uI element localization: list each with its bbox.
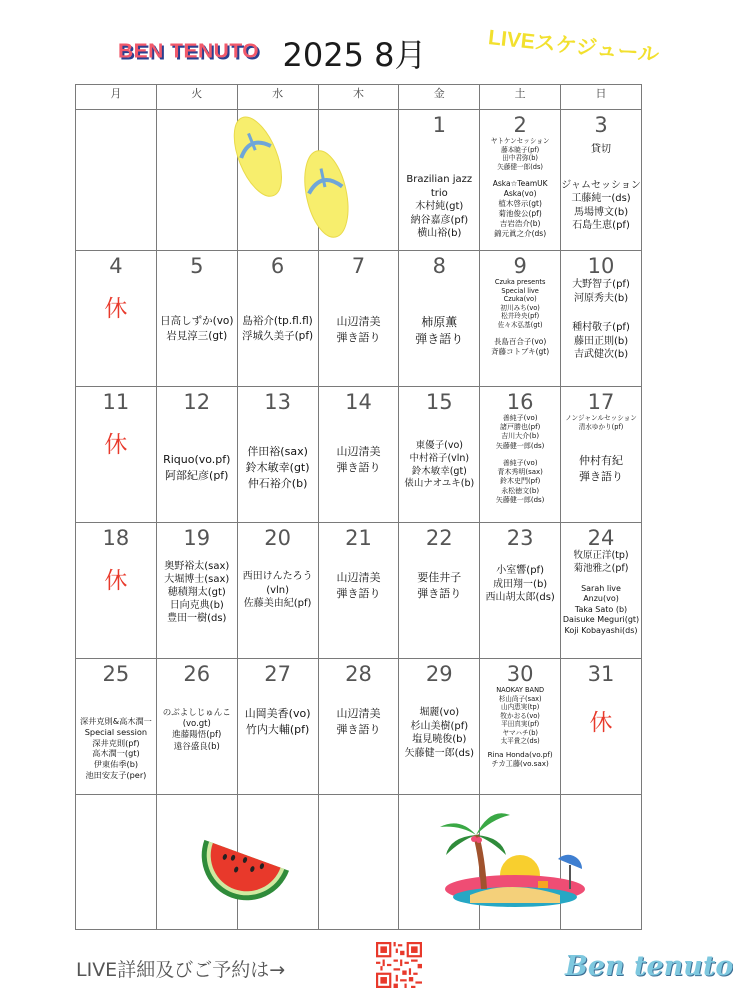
day-number: 24 — [587, 526, 615, 550]
event-line: 仲村有紀 — [579, 454, 624, 468]
event-list — [399, 570, 479, 602]
event-list — [561, 278, 641, 305]
event-line: 大堀博士(sax) — [164, 574, 230, 585]
event-list — [238, 706, 318, 738]
day-cell-23[interactable] — [480, 523, 561, 659]
weekday-wed: 水 — [237, 85, 318, 110]
event-list — [319, 706, 399, 738]
day-number: 27 — [264, 662, 291, 686]
event-list — [157, 560, 237, 625]
event-line: 日高しずか(vo) — [160, 315, 234, 327]
event-line: 島裕介(tp.fl.fl) — [242, 315, 313, 327]
event-line: Czuka presents — [494, 278, 546, 286]
day-number: 13 — [264, 390, 291, 414]
event-line: 貸切 — [591, 144, 612, 155]
event-line: 清水ゆかり(pf) — [578, 422, 624, 431]
event-line: 矢藤健一郎(ds) — [497, 162, 543, 171]
weekday-sat: 土 — [480, 85, 561, 110]
event-list — [319, 570, 399, 602]
day-number: 30 — [506, 662, 534, 686]
event-line: 東優子(vo) — [415, 440, 463, 451]
event-line: 太平貴之(ds) — [500, 737, 540, 746]
schedule-subtitle: LIVEスケジュール — [487, 26, 660, 67]
day-cell-31[interactable] — [561, 659, 642, 795]
event-list — [319, 444, 399, 476]
day-cell-30[interactable] — [480, 659, 561, 795]
page-title: 2025 8月 — [282, 36, 427, 74]
event-list — [561, 414, 641, 431]
day-number: 4 — [109, 254, 123, 278]
event-list — [157, 708, 237, 753]
day-number: 3 — [594, 113, 608, 137]
event-line: 青木秀明(sax) — [497, 468, 543, 477]
event-list — [561, 584, 641, 637]
event-line: 横山裕(b) — [417, 228, 462, 239]
sandals-icon — [226, 112, 366, 242]
event-line: 諸戸勝也(pf) — [499, 423, 541, 432]
event-line: 弾き語り — [336, 586, 381, 600]
event-list — [319, 314, 399, 346]
event-line: 鈴木敏幸(gt) — [411, 465, 467, 477]
event-list — [157, 452, 237, 484]
event-list — [480, 414, 560, 451]
day-cell-12[interactable] — [156, 387, 237, 523]
day-cell-26[interactable] — [156, 659, 237, 795]
event-line: 西山胡太郎(ds) — [485, 592, 555, 603]
event-line: 田中君弥(b) — [502, 154, 538, 163]
event-line: 高木潤一(gt) — [92, 748, 140, 759]
day-number: 14 — [345, 390, 372, 414]
day-number: 7 — [351, 254, 366, 278]
empty-cell — [318, 795, 399, 930]
event-line: 成田翔一(b) — [493, 578, 548, 590]
event-line: 日向克典(b) — [169, 600, 224, 611]
event-line: チカ工藤(vo.sax) — [491, 759, 549, 769]
event-line: 仲石裕介(b) — [247, 476, 308, 490]
event-list — [76, 716, 156, 781]
day-number: 20 — [264, 526, 291, 550]
event-line: 馬場博文(b) — [573, 206, 629, 218]
event-line: 菊池雅之(pf) — [573, 562, 629, 574]
day-number: 19 — [183, 526, 211, 550]
closed-label: 休 — [104, 432, 128, 458]
event-list — [480, 337, 560, 357]
day-cell-22[interactable] — [399, 523, 480, 659]
event-line: Czuka(vo) — [503, 295, 537, 304]
watermelon-icon — [195, 840, 295, 910]
day-number: 25 — [102, 662, 130, 686]
event-line: 塩見曉俊(b) — [412, 734, 467, 745]
event-line: 中村裕子(vln) — [409, 452, 470, 464]
event-line: Taka Sato (b) — [574, 604, 628, 614]
event-list — [480, 564, 560, 605]
day-cell-17[interactable] — [561, 387, 642, 523]
day-cell-25[interactable] — [76, 659, 157, 795]
day-number: 1 — [432, 113, 446, 137]
event-line: 奥野裕太(sax) — [164, 561, 230, 572]
day-cell-20[interactable] — [237, 523, 318, 659]
day-cell-29[interactable] — [399, 659, 480, 795]
day-number: 12 — [183, 390, 211, 414]
event-line: 伴田裕(sax) — [247, 445, 308, 458]
reservation-note: LIVE詳細及びご予約は→ — [76, 959, 286, 981]
weekday-fri: 金 — [399, 85, 480, 110]
day-number: 22 — [425, 526, 453, 550]
event-list — [561, 453, 641, 485]
event-list — [480, 459, 560, 505]
event-line: 鈴木史門(pf) — [499, 477, 541, 486]
day-cell-3[interactable] — [561, 110, 642, 251]
event-line: 納谷嘉彦(pf) — [410, 214, 469, 226]
closed-label: 休 — [104, 296, 128, 322]
brand-signature: Ben tenuto — [565, 951, 733, 982]
day-number: 23 — [506, 526, 534, 550]
day-number: 31 — [587, 662, 615, 686]
event-list — [561, 179, 641, 233]
event-list — [238, 570, 318, 611]
event-line: Sarah live — [581, 583, 621, 593]
day-cell-24[interactable] — [561, 523, 642, 659]
event-line: 山岡美香(vo) — [244, 707, 311, 720]
day-number: 6 — [270, 254, 285, 278]
event-line: 伊東佑季(b) — [93, 759, 139, 770]
event-line: 弾き語り — [579, 470, 624, 484]
event-line: 工藤純一(ds) — [571, 193, 631, 204]
event-line: ヤマハチ(b) — [502, 728, 538, 737]
event-line: 弾き語り — [417, 586, 462, 600]
event-line: 矢藤健一郎(ds) — [495, 441, 545, 450]
event-line: 種村敬子(pf) — [572, 322, 630, 333]
event-line: 要佳井子 — [417, 571, 462, 584]
day-cell-14[interactable] — [318, 387, 399, 523]
event-line: 弾き語り — [336, 330, 381, 344]
event-line: ジャムセッション — [561, 179, 641, 191]
empty-cell — [76, 795, 157, 930]
event-line: 善純子(vo) — [502, 458, 538, 467]
event-line: 藤本暁子(pf) — [501, 145, 540, 154]
day-number: 28 — [345, 662, 372, 686]
event-line: 深井克則&高木潤一 — [79, 716, 152, 726]
day-number: 18 — [102, 526, 130, 550]
day-cell-4[interactable] — [76, 251, 157, 387]
event-line: のぶよしじゅんこ — [162, 708, 231, 718]
brand-logo: BEN TENUTO — [118, 40, 260, 63]
weekday-mon: 月 — [76, 85, 157, 110]
event-line: 堀麗(vo) — [419, 707, 460, 718]
day-cell-28[interactable] — [318, 659, 399, 795]
day-cell-21[interactable] — [318, 523, 399, 659]
event-line: 佐々木弘基(gt) — [497, 320, 543, 329]
palm-island-icon — [440, 797, 590, 927]
event-line: Anzu(vo) — [583, 594, 619, 604]
event-line: 善純子(vo) — [502, 414, 538, 422]
weekday-tue: 火 — [156, 85, 237, 110]
event-line: Special session — [84, 726, 148, 737]
event-line: 植木啓示(gt) — [498, 199, 542, 209]
day-cell-6[interactable] — [237, 251, 318, 387]
day-number: 16 — [506, 390, 534, 414]
day-cell-2[interactable] — [480, 110, 561, 251]
day-number: 21 — [345, 526, 372, 550]
day-cell-7[interactable] — [318, 251, 399, 387]
day-number: 29 — [425, 662, 453, 686]
event-line: 山辺清美 — [336, 571, 381, 584]
weekday-thu: 木 — [318, 85, 399, 110]
event-line: 山内恵実(tp) — [500, 703, 540, 712]
event-list — [238, 314, 318, 344]
event-line: 山辺清美 — [336, 445, 381, 458]
event-line: 進藤陽悟(pf) — [172, 730, 222, 741]
day-cell-16[interactable] — [480, 387, 561, 523]
event-line: 初川みち(vo) — [500, 303, 540, 312]
day-cell-10[interactable] — [561, 251, 642, 387]
day-number: 15 — [425, 390, 453, 414]
event-line: 吉武健次(b) — [573, 349, 629, 360]
day-number: 8 — [432, 254, 446, 278]
event-line: Rina Honda(vo.pf) — [487, 749, 553, 759]
weekday-sun: 日 — [561, 85, 642, 110]
event-line: NAOKAY BAND — [496, 686, 545, 694]
event-line: 弾き語り — [415, 332, 464, 347]
event-line: Riquo(vo.pf) — [163, 453, 231, 466]
day-cell-18[interactable] — [76, 523, 157, 659]
event-line: 大野智子(pf) — [572, 279, 630, 290]
event-line: 竹内大輔(pf) — [245, 722, 310, 736]
event-line: 吉岩浩介(b) — [499, 218, 541, 228]
event-line: 豊田一樹(ds) — [167, 613, 227, 624]
event-line: 矢藤健一郎(ds) — [404, 747, 474, 759]
event-list — [480, 750, 560, 769]
event-line: 遠谷盛良(b) — [173, 741, 220, 752]
event-line: 山辺清美 — [336, 315, 381, 328]
event-line: 永松徳文(b) — [501, 486, 540, 495]
event-line: 平田真実(pf) — [501, 720, 540, 729]
event-line: 河原秀夫(b) — [573, 292, 629, 304]
event-list — [399, 440, 479, 491]
event-line: 錦元眞之介(ds) — [494, 228, 547, 238]
event-list — [480, 686, 560, 746]
event-line: 鈴木敏幸(gt) — [245, 460, 310, 474]
event-line: 穂積翔太(gt) — [167, 587, 226, 598]
event-line: 斉藤コトブキ(gt) — [491, 347, 550, 357]
event-line: 杉山尚子(sax) — [498, 694, 542, 703]
day-cell-9[interactable] — [480, 251, 561, 387]
day-cell-15[interactable] — [399, 387, 480, 523]
empty-cell — [76, 110, 157, 251]
day-number: 2 — [513, 113, 527, 137]
event-line: 石島生恵(pf) — [572, 220, 630, 231]
event-line: 牧かおる(vo) — [500, 711, 540, 720]
event-line: 俵山ナオユキ(b) — [404, 478, 475, 490]
event-line: 牧原正洋(tp) — [573, 550, 629, 561]
day-cell-1[interactable] — [399, 110, 480, 251]
event-list — [399, 173, 479, 241]
event-list — [480, 137, 560, 171]
qr-code-icon[interactable] — [376, 942, 422, 988]
event-list — [480, 278, 560, 329]
day-cell-11[interactable] — [76, 387, 157, 523]
event-line: Daisuke Meguri(gt) — [562, 615, 640, 625]
day-cell-13[interactable] — [237, 387, 318, 523]
event-list — [561, 321, 641, 362]
event-line: 藤田正則(b) — [573, 335, 629, 347]
day-number: 26 — [183, 662, 211, 686]
event-line: 西田けんたろう — [242, 571, 313, 582]
event-list — [561, 143, 641, 157]
day-number: 5 — [190, 254, 204, 278]
day-number: 11 — [102, 390, 130, 414]
event-line: 浮城久美子(pf) — [242, 330, 314, 343]
event-line: 岩見淳三(gt) — [166, 330, 228, 343]
event-line: 柿原薫 — [421, 315, 458, 329]
event-list — [399, 706, 479, 760]
event-line: 山辺清美 — [336, 707, 381, 720]
event-line: 松井玲央(pf) — [501, 312, 540, 321]
event-list — [238, 444, 318, 492]
event-line: ノンジャンルセッション — [565, 414, 637, 422]
day-cell-27[interactable] — [237, 659, 318, 795]
closed-label: 休 — [589, 710, 613, 736]
day-cell-8[interactable] — [399, 251, 480, 387]
event-line: Aska☆TeamUK — [492, 179, 548, 189]
day-cell-19[interactable] — [156, 523, 237, 659]
event-line: 池田安友子(per) — [85, 770, 147, 781]
event-line: 長島百合子(vo) — [493, 337, 547, 347]
event-list — [480, 179, 560, 238]
event-line: Aska(vo) — [503, 189, 537, 199]
event-line: 菊池俊公(pf) — [498, 208, 542, 218]
event-line: (vln) — [266, 584, 290, 596]
closed-label: 休 — [104, 568, 128, 594]
event-line: Koji Kobayashi(ds) — [564, 625, 638, 635]
event-line: 小室響(pf) — [496, 565, 544, 576]
event-line: (vo.gt) — [182, 719, 211, 730]
event-line: 木村純(gt) — [415, 201, 464, 212]
event-list — [399, 314, 479, 349]
event-line: 深井克則(pf) — [92, 737, 140, 748]
day-number: 17 — [587, 390, 615, 414]
event-line: 阿部紀彦(pf) — [165, 468, 229, 482]
day-number: 10 — [587, 254, 615, 278]
event-line: 弾き語り — [336, 722, 381, 736]
event-line: 杉山美樹(pf) — [410, 720, 469, 732]
event-line: ヤトケンセッション — [490, 137, 550, 145]
event-line: 矢藤健一郎(ds) — [495, 495, 545, 504]
event-line: Special live — [501, 286, 539, 295]
day-number: 9 — [513, 254, 527, 278]
event-line: Brazilian jazz trio — [406, 174, 473, 199]
event-line: 佐藤美由紀(pf) — [243, 598, 312, 609]
event-line: 吉川大介(b) — [501, 432, 540, 441]
event-line: 弾き語り — [336, 460, 381, 474]
event-list — [561, 550, 641, 576]
day-cell-5[interactable] — [156, 251, 237, 387]
event-list — [157, 314, 237, 344]
